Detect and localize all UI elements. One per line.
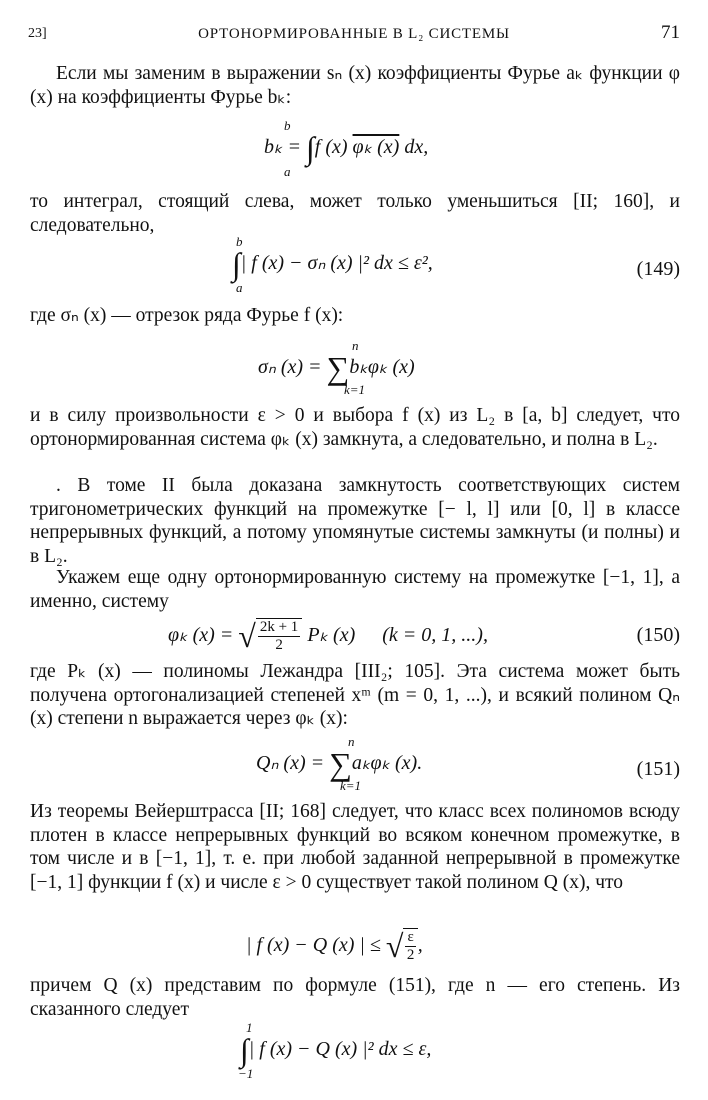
integral-lower-limit: −1 (238, 1066, 254, 1081)
equation-sigma-body (258, 350, 415, 387)
running-title: ОРТОНОРМИРОВАННЫЕ В L₂ СИСТЕМЫ (198, 26, 510, 42)
fraction-denominator: 2 (275, 637, 283, 653)
integral-sign: ∫ (232, 246, 241, 282)
paragraph-5: . В томе II была доказана замкнутость соответствующих систем тригонометрических функций на промежутке [− l, l] или [0, l] в классе непрерывных функций, а потому упомянутые системы замкнуты (и полны) и в L₂. (30, 475, 680, 567)
integral-lower-limit: a (284, 164, 291, 179)
integral-lower-limit: a (236, 280, 243, 295)
eq1-integrand: f (x) (314, 136, 348, 158)
integral-sign: ∫ (240, 1032, 249, 1068)
paragraph-4: и в силу произвольности ε > 0 и выбора f (x) из L₂ в [a, b] следует, что ортонормированная система φₖ (x) замкнута, а следовательно, и полна в L₂. (30, 405, 680, 450)
equation-approx-body (246, 928, 423, 965)
integral-upper-limit: b (284, 118, 291, 133)
sum-upper-limit: n (348, 734, 355, 749)
equation-number: (151) (636, 758, 680, 780)
equation-149 (0, 234, 708, 298)
equation-1 (0, 118, 708, 182)
paragraph-9: причем Q (x) представим по формуле (151), где n — его степень. Из сказанного следует (30, 975, 680, 1020)
equation-number: (149) (636, 258, 680, 280)
equation-150-body (168, 618, 488, 655)
equation-number: (150) (636, 624, 680, 646)
sqrt-sign: √ (385, 928, 404, 965)
eq3-rhs: bₖφₖ (x) (349, 356, 415, 378)
integral-upper-limit: b (236, 234, 243, 249)
sqrt-radicand (403, 928, 417, 964)
paragraph-8: Из теоремы Вейерштрасса [II; 168] следует, что класс всех полиномов всюду плотен в классе непрерывных функций во всяком конечном промежутке, в том числе и в [−1, 1], т. е. при любой заданной непрерывной в промежутке [−1, 1] функции f (x) и числе ε > 0 существует такой полином Q (x), что (30, 801, 680, 893)
eq1-lhs: bₖ = (264, 136, 307, 158)
sum-lower-limit: k=1 (340, 778, 362, 793)
equation-final (0, 1020, 708, 1084)
eq149-text: | f (x) − σₙ (x) |² dx ≤ ε², (240, 252, 433, 274)
eq3-lhs: σₙ (x) = (258, 356, 327, 378)
paragraph-2: то интеграл, стоящий слева, может только уменьшиться [II; 160], и следовательно, (30, 191, 680, 236)
eq-approx-tail: , (417, 934, 423, 957)
equation-150 (0, 610, 708, 660)
eq1-tail: dx, (399, 136, 429, 158)
sqrt-sign: √ (238, 618, 256, 655)
page-number: 71 (661, 22, 680, 43)
fraction-numerator: 2k + 1 (259, 619, 299, 635)
fraction-numerator: ε (407, 929, 414, 945)
equation-151 (0, 734, 708, 796)
paragraph-7: где Pₖ (x) — полиномы Лежандра [III₂; 105]. Эта система может быть получена ортогонализацией степеней xᵐ (m = 0, 1, ...), и всякий полином Qₙ (x) степени n выражается через φₖ (x): (30, 661, 680, 729)
eq-final-text: | f (x) − Q (x) |² dx ≤ ε, (248, 1038, 432, 1060)
fraction (258, 619, 300, 654)
equation-approx (0, 920, 708, 970)
eq151-lhs: Qₙ (x) = (256, 752, 330, 774)
running-header (28, 22, 680, 48)
eq150-lhs: φₖ (x) = (168, 624, 239, 647)
equation-sigma (0, 338, 708, 400)
fraction-denominator: 2 (406, 947, 415, 963)
sum-sign: ∑ (326, 350, 350, 386)
eq1-conjugate: φₖ (x) (352, 136, 400, 158)
eq-approx-lhs: | f (x) − Q (x) | ≤ (246, 934, 386, 957)
paragraph-1: Если мы заменим в выражении sₙ (x) коэффициенты Фурье aₖ функции φ (x) на коэффициенты Фурье bₖ: (30, 63, 680, 108)
eq150-rhs: Pₖ (x) (307, 624, 356, 647)
paragraph-3: где σₙ (x) — отрезок ряда Фурье f (x): (30, 305, 344, 326)
eq150-condition: (k = 0, 1, ...), (382, 624, 488, 647)
sum-lower-limit: k=1 (344, 382, 366, 397)
equation-1-body (264, 130, 428, 167)
equation-final-body (240, 1032, 431, 1069)
integral-sign: ∫ (306, 130, 315, 166)
integral-upper-limit: 1 (246, 1020, 253, 1035)
sqrt-radicand (256, 618, 302, 654)
eq151-rhs: aₖφₖ (x). (351, 752, 423, 774)
sum-upper-limit: n (352, 338, 359, 353)
fraction (405, 929, 415, 964)
section-marker: 23] (28, 26, 47, 41)
equation-149-body (232, 246, 433, 283)
sum-sign: ∑ (329, 746, 352, 782)
paragraph-6: Укажем еще одну ортонормированную систему на промежутке [−1, 1], а именно, систему (30, 567, 680, 612)
